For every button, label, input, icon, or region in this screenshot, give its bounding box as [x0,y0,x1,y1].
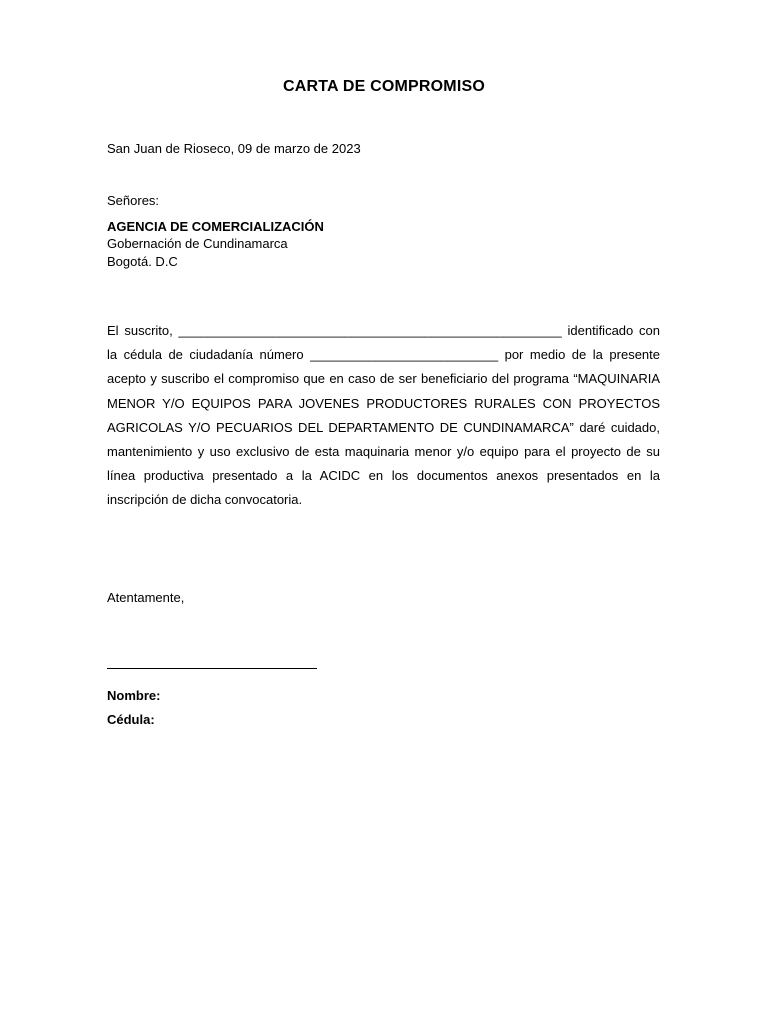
recipient-city: Bogotá. D.C [107,254,178,269]
document-title: CARTA DE COMPROMISO [282,78,486,95]
closing: Atentamente, [107,590,185,605]
salutation: Señores: [107,193,160,208]
signature-line [107,668,317,669]
id-label: Cédula: [107,712,155,727]
letter-body: El suscrito, _____________________________________________________ identificado con la cédula de ciudadanía número __________________________ por medio de la presente acepto y suscribo el compromiso que en caso de ser beneficiario del programa “MAQUINARIA MENOR Y/O EQUIPOS PARA JOVENES PRODUCTORES RURALES CON PROYECTOS AGRICOLAS Y/O PECUARIOS DEL DEPARTAMENTO DE CUNDINAMARCA” daré cuidado, mantenimiento y uso exclusivo de esta maquinaria menor y/o equipo para el proyecto de su línea productiva presentado a la ACIDC en los documentos anexos presentados en la inscripción de dicha convocatoria. [107,323,660,508]
recipient-dept: Gobernación de Cundinamarca [107,236,288,251]
name-label: Nombre: [107,688,161,703]
date-line: San Juan de Rioseco, 09 de marzo de 2023 [107,141,361,156]
recipient-org: AGENCIA DE COMERCIALIZACIÓN [107,219,324,234]
